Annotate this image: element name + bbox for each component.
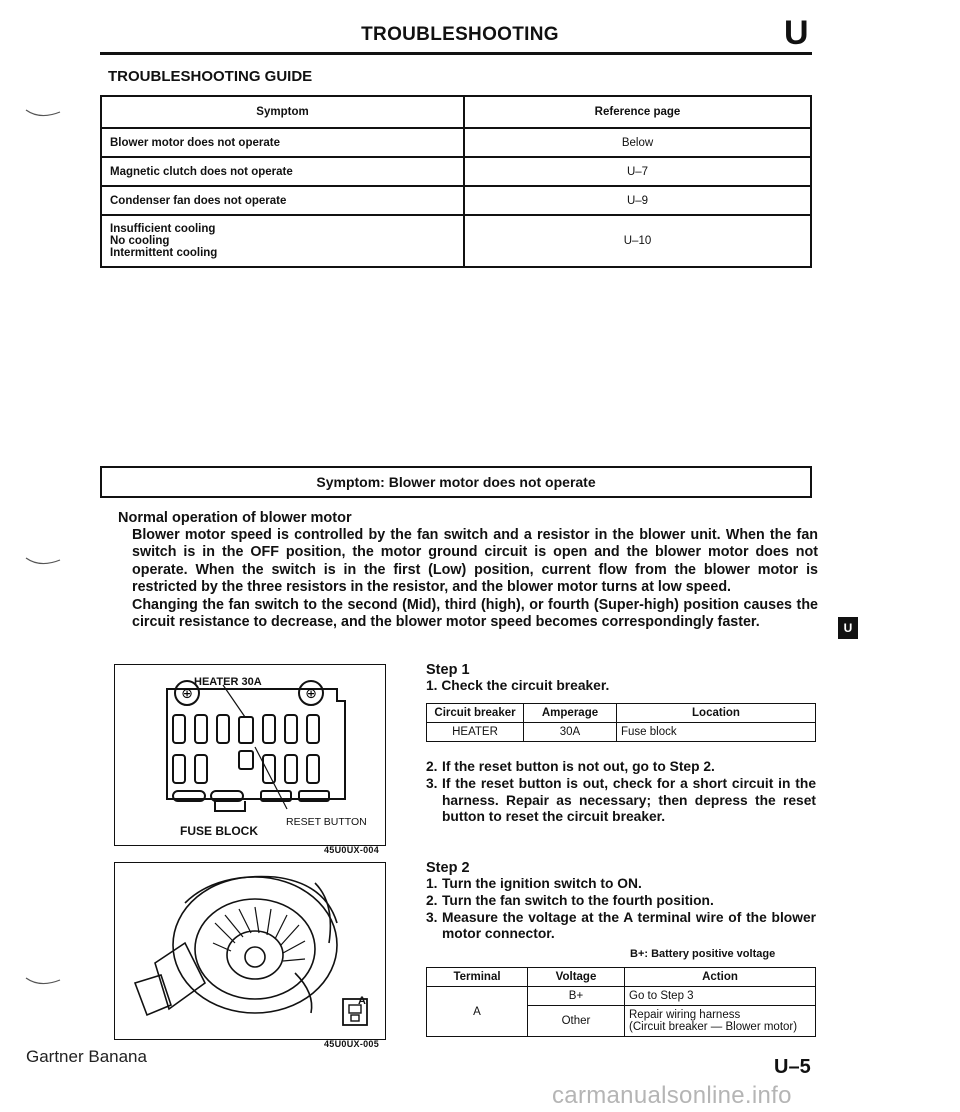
list-item	[426, 893, 816, 910]
guide-title: TROUBLESHOOTING GUIDE	[108, 68, 313, 85]
column-header: Amperage	[524, 704, 617, 723]
fuse-label-reset-button: RESET BUTTON	[286, 816, 367, 828]
table-cell: Fuse block	[617, 723, 816, 742]
binder-mark	[24, 108, 64, 122]
column-header: Action	[625, 968, 816, 987]
reference-cell: Below	[464, 128, 811, 157]
table-header-row	[427, 968, 816, 987]
voltage-cell: B+	[528, 987, 625, 1006]
section-letter: U	[784, 14, 809, 52]
list-item	[426, 776, 816, 826]
step-2-title: Step 2	[426, 860, 470, 876]
voltage-note: B+: Battery positive voltage	[630, 948, 776, 960]
symptom-banner: Symptom: Blower motor does not operate	[100, 466, 812, 498]
symptom-cell: Blower motor does not operate	[101, 128, 464, 157]
header-rule	[100, 52, 812, 55]
fuse-label-block: FUSE BLOCK	[180, 824, 258, 838]
table-cell: 30A	[524, 723, 617, 742]
table-row	[101, 215, 811, 267]
symptom-cell	[101, 215, 464, 267]
footer-site-watermark: carmanualsonline.info	[552, 1082, 792, 1109]
step-1-title: Step 1	[426, 662, 470, 678]
blower-motor-figure	[114, 862, 386, 1040]
list-item	[426, 910, 816, 944]
reference-cell: U–9	[464, 186, 811, 215]
column-header: Terminal	[427, 968, 528, 987]
symptom-cell: Magnetic clutch does not operate	[101, 157, 464, 186]
footer-watermark-left: Gartner Banana	[26, 1047, 147, 1066]
troubleshooting-guide-table	[100, 95, 812, 268]
list-text: Turn the ignition switch to ON.	[442, 876, 642, 891]
table-row	[427, 723, 816, 742]
reference-cell: U–10	[464, 215, 811, 267]
column-header: Voltage	[528, 968, 625, 987]
list-number: 2.	[426, 892, 438, 908]
action-line: (Circuit breaker — Blower motor)	[629, 1021, 798, 1033]
paragraph: Blower motor speed is controlled by the fan switch and a resistor in the blower unit. When the fan switch is in the OFF position, the motor ground circuit is open and the blower motor does not operate. When the switch is in the first (Low) position, current flow from the blower motor is restricted by the three resistors in the resistor, and the blower motor turns at low speed.	[132, 527, 818, 596]
list-text: If the reset button is not out, go to Step 2.	[442, 759, 715, 774]
step-1-item: 1. Check the circuit breaker.	[426, 678, 610, 693]
paragraph: Changing the fan switch to the second (Mid), third (high), or fourth (Super-high) position causes the circuit resistance to decrease, and the blower motor speed becomes correspondingly faster.	[132, 596, 818, 631]
circuit-breaker-table	[426, 703, 816, 742]
list-number: 1.	[426, 876, 438, 891]
voltage-cell: Other	[528, 1006, 625, 1037]
action-line: Repair wiring harness	[629, 1009, 741, 1021]
section-tab-marker: U	[838, 617, 858, 639]
section-body	[132, 527, 818, 631]
column-header: Circuit breaker	[427, 704, 524, 723]
list-number: 2.	[426, 759, 438, 774]
list-item	[426, 759, 816, 776]
list-item	[426, 876, 816, 893]
action-cell: Go to Step 3	[625, 987, 816, 1006]
table-row	[101, 186, 811, 215]
column-header-reference: Reference page	[464, 96, 811, 128]
fuse-label-heater: HEATER 30A	[194, 676, 262, 688]
table-row	[101, 128, 811, 157]
section-heading: Normal operation of blower motor	[118, 510, 352, 526]
list-number: 3.	[426, 909, 438, 925]
table-row	[427, 987, 816, 1006]
page-header-title: TROUBLESHOOTING	[361, 24, 559, 45]
symptom-line: No cooling	[110, 235, 170, 247]
voltage-check-table	[426, 967, 816, 1037]
table-cell: HEATER	[427, 723, 524, 742]
connector-terminal-label: A	[358, 995, 366, 1007]
binder-mark	[24, 556, 64, 570]
column-header: Location	[617, 704, 816, 723]
blower-motor-illustration	[115, 863, 385, 1039]
table-row	[101, 157, 811, 186]
page-number: U–5	[774, 1056, 811, 1078]
table-header-row	[427, 704, 816, 723]
list-text: If the reset button is out, check for a short circuit in the harness. Repair as necessary; then depress the reset button to reset the circuit breaker.	[442, 775, 816, 825]
action-cell	[625, 1006, 816, 1037]
list-number: 3.	[426, 775, 438, 791]
svg-text:⊕: ⊕	[305, 686, 317, 702]
step-1-list	[426, 759, 816, 826]
symptom-cell: Condenser fan does not operate	[101, 186, 464, 215]
step-2-list	[426, 876, 816, 943]
svg-text:⊕: ⊕	[181, 686, 193, 702]
figure-code: 45U0UX-005	[324, 1039, 380, 1049]
list-text: Measure the voltage at the A terminal wire of the blower motor connector.	[442, 909, 816, 942]
list-text: Turn the fan switch to the fourth position.	[442, 892, 714, 908]
symptom-line: Intermittent cooling	[110, 247, 218, 259]
table-header-row	[101, 96, 811, 128]
figure-code: 45U0UX-004	[324, 845, 380, 855]
symptom-line: Insufficient cooling	[110, 223, 216, 235]
reference-cell: U–7	[464, 157, 811, 186]
terminal-cell: A	[427, 987, 528, 1037]
column-header-symptom: Symptom	[101, 96, 464, 128]
binder-mark	[24, 976, 64, 990]
